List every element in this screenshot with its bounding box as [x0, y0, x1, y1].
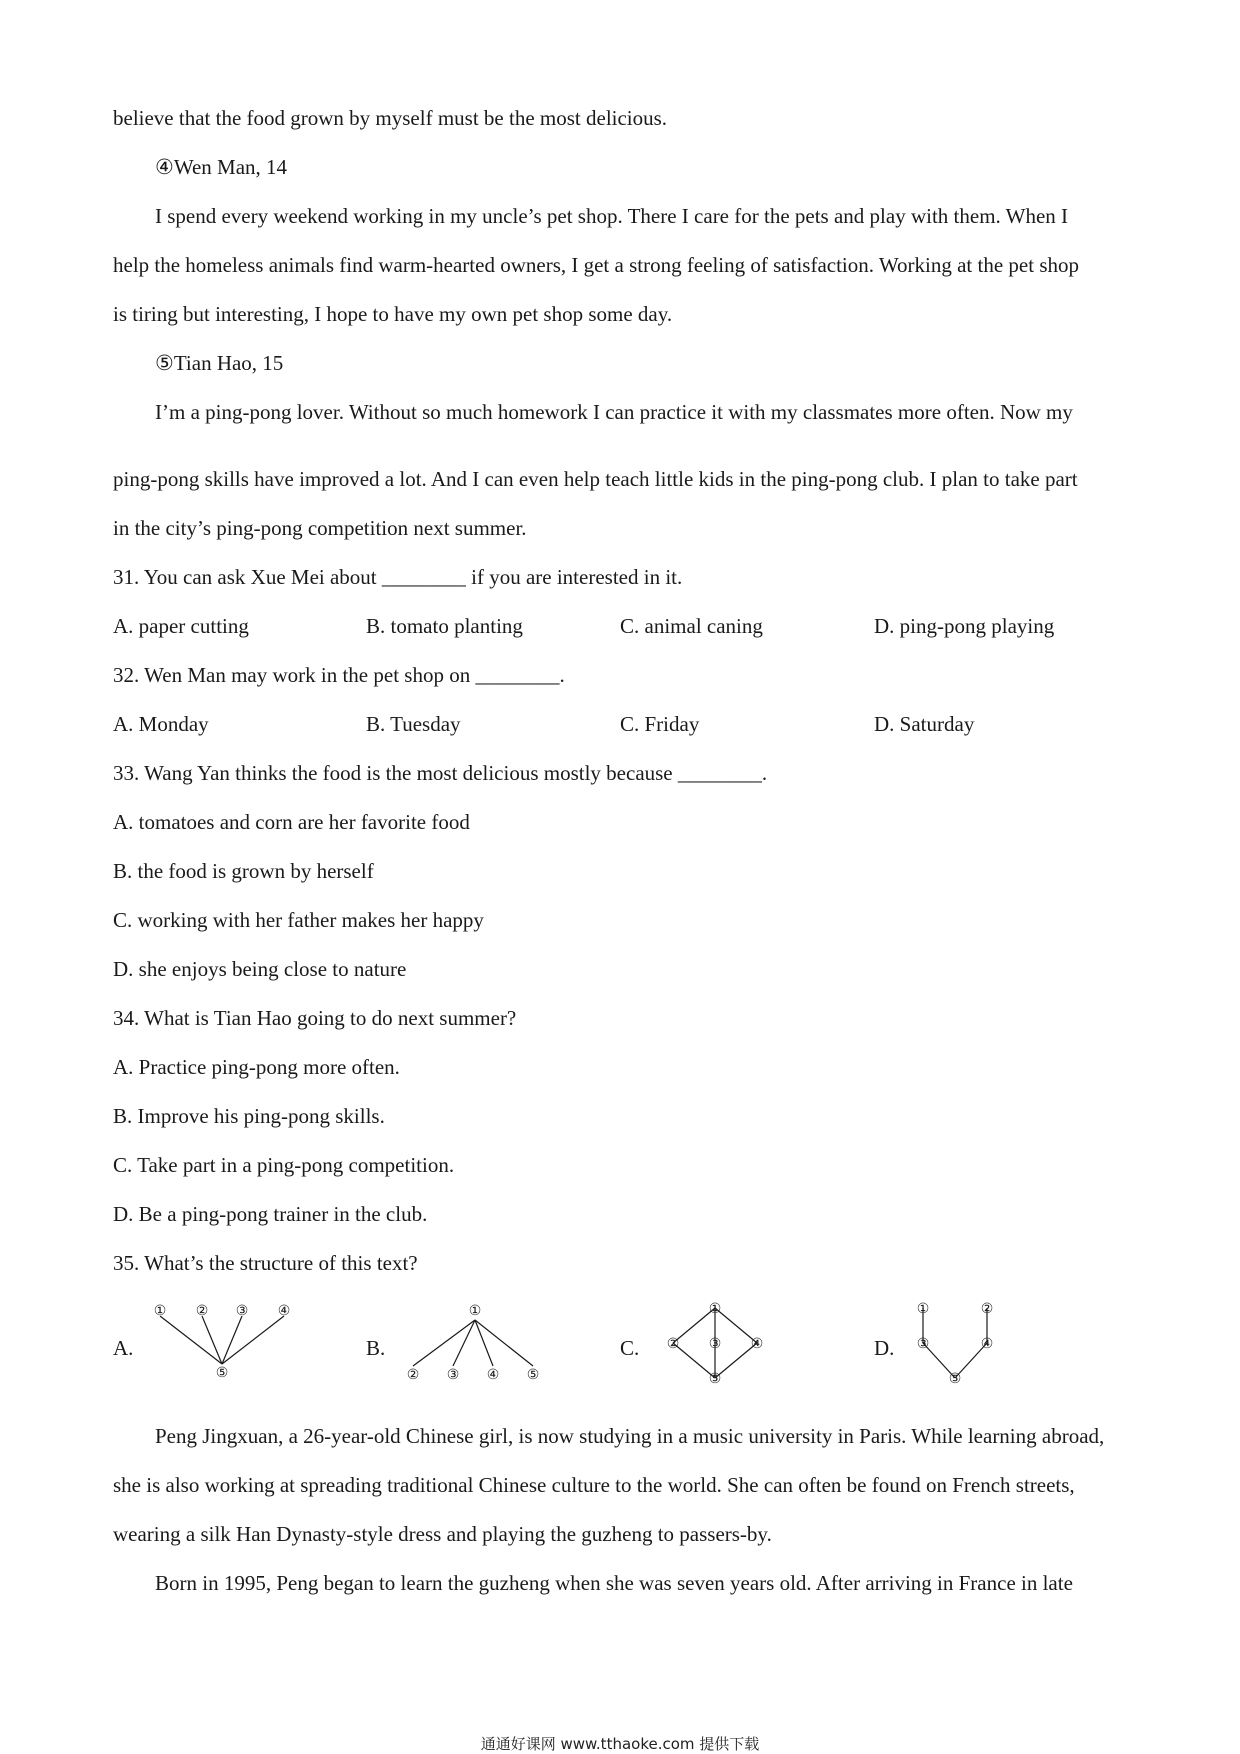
option-label: C. — [620, 1336, 640, 1360]
passage-line: she is also working at spreading traditional Chinese culture to the world. She can often be found on French streets, — [113, 1473, 1075, 1497]
passage-line: ping-pong skills have improved a lot. And I can even help teach little kids in the ping-pong club. I plan to take part — [113, 467, 1078, 491]
answer-option: A. Practice ping-pong more often. — [113, 1055, 400, 1079]
node-label: ④ — [750, 1337, 764, 1352]
question-stem: 34. What is Tian Hao going to do next summer? — [113, 1006, 517, 1030]
node-label: ④ — [980, 1337, 994, 1352]
node-label: ① — [916, 1302, 930, 1317]
answer-option: B. Tuesday — [366, 712, 461, 736]
passage-line: believe that the food grown by myself must be the most delicious. — [113, 106, 668, 130]
node-label: ① — [153, 1304, 167, 1319]
node-label: ④ — [277, 1304, 291, 1319]
answer-option: D. ping-pong playing — [874, 614, 1055, 638]
node-label: ⑤ — [708, 1372, 722, 1387]
node-label: ① — [708, 1302, 722, 1317]
answer-option: C. Friday — [620, 712, 700, 736]
option-label: A. — [113, 1336, 134, 1360]
node-label: ③ — [708, 1337, 722, 1352]
passage-line: help the homeless animals find warm-hearted owners, I get a strong feeling of satisfaction. Working at the pet shop — [113, 253, 1079, 277]
answer-option: D. Saturday — [874, 712, 975, 736]
node-label: ② — [980, 1302, 994, 1317]
speaker-heading: ④Wen Man, 14 — [155, 155, 288, 179]
node-label: ① — [468, 1304, 482, 1319]
structure-diagram-c — [655, 1290, 775, 1400]
answer-option: A. Monday — [113, 712, 209, 736]
node-label: ③ — [916, 1337, 930, 1352]
answer-option: D. Be a ping-pong trainer in the club. — [113, 1202, 428, 1226]
question-stem: 35. What’s the structure of this text? — [113, 1251, 418, 1275]
answer-option: B. tomato planting — [366, 614, 523, 638]
node-label: ② — [666, 1337, 680, 1352]
answer-option: C. animal caning — [620, 614, 763, 638]
page-footer: 通通好课网 www.tthaoke.com 提供下载 — [480, 1735, 760, 1753]
structure-diagram-b — [395, 1290, 575, 1390]
node-label: ③ — [235, 1304, 249, 1319]
node-label: ③ — [446, 1368, 460, 1383]
question-stem: 33. Wang Yan thinks the food is the most delicious mostly because ________. — [113, 761, 768, 785]
option-label: B. — [366, 1336, 386, 1360]
passage-line: in the city’s ping-pong competition next summer. — [113, 516, 527, 540]
answer-option: D. she enjoys being close to nature — [113, 957, 407, 981]
structure-diagram-a — [140, 1290, 310, 1390]
question-stem: 31. You can ask Xue Mei about ________ if you are interested in it. — [113, 565, 683, 589]
answer-option: B. the food is grown by herself — [113, 859, 374, 883]
node-label: ② — [195, 1304, 209, 1319]
structure-diagram-d — [905, 1290, 1025, 1400]
speaker-heading: ⑤Tian Hao, 15 — [155, 351, 284, 375]
answer-option: C. working with her father makes her happy — [113, 908, 484, 932]
answer-option: B. Improve his ping-pong skills. — [113, 1104, 385, 1128]
option-label: D. — [874, 1336, 895, 1360]
answer-option: A. tomatoes and corn are her favorite food — [113, 810, 470, 834]
passage-line: wearing a silk Han Dynasty-style dress and playing the guzheng to passers-by. — [113, 1522, 772, 1546]
passage-line: is tiring but interesting, I hope to have my own pet shop some day. — [113, 302, 673, 326]
question-stem: 32. Wen Man may work in the pet shop on ________. — [113, 663, 565, 687]
passage-line: Peng Jingxuan, a 26-year-old Chinese girl, is now studying in a music university in Paris. While learning abroad, — [155, 1424, 1105, 1448]
passage-line: I’m a ping-pong lover. Without so much homework I can practice it with my classmates more often. Now my — [155, 400, 1073, 424]
node-label: ⑤ — [526, 1368, 540, 1383]
answer-option: C. Take part in a ping-pong competition. — [113, 1153, 455, 1177]
node-label: ④ — [486, 1368, 500, 1383]
node-label: ⑤ — [948, 1372, 962, 1387]
node-label: ⑤ — [215, 1366, 229, 1381]
passage-line: I spend every weekend working in my uncle’s pet shop. There I care for the pets and play with them. When I — [155, 204, 1069, 228]
node-label: ② — [406, 1368, 420, 1383]
answer-option: A. paper cutting — [113, 614, 249, 638]
passage-line: Born in 1995, Peng began to learn the guzheng when she was seven years old. After arriving in France in late — [155, 1571, 1073, 1595]
